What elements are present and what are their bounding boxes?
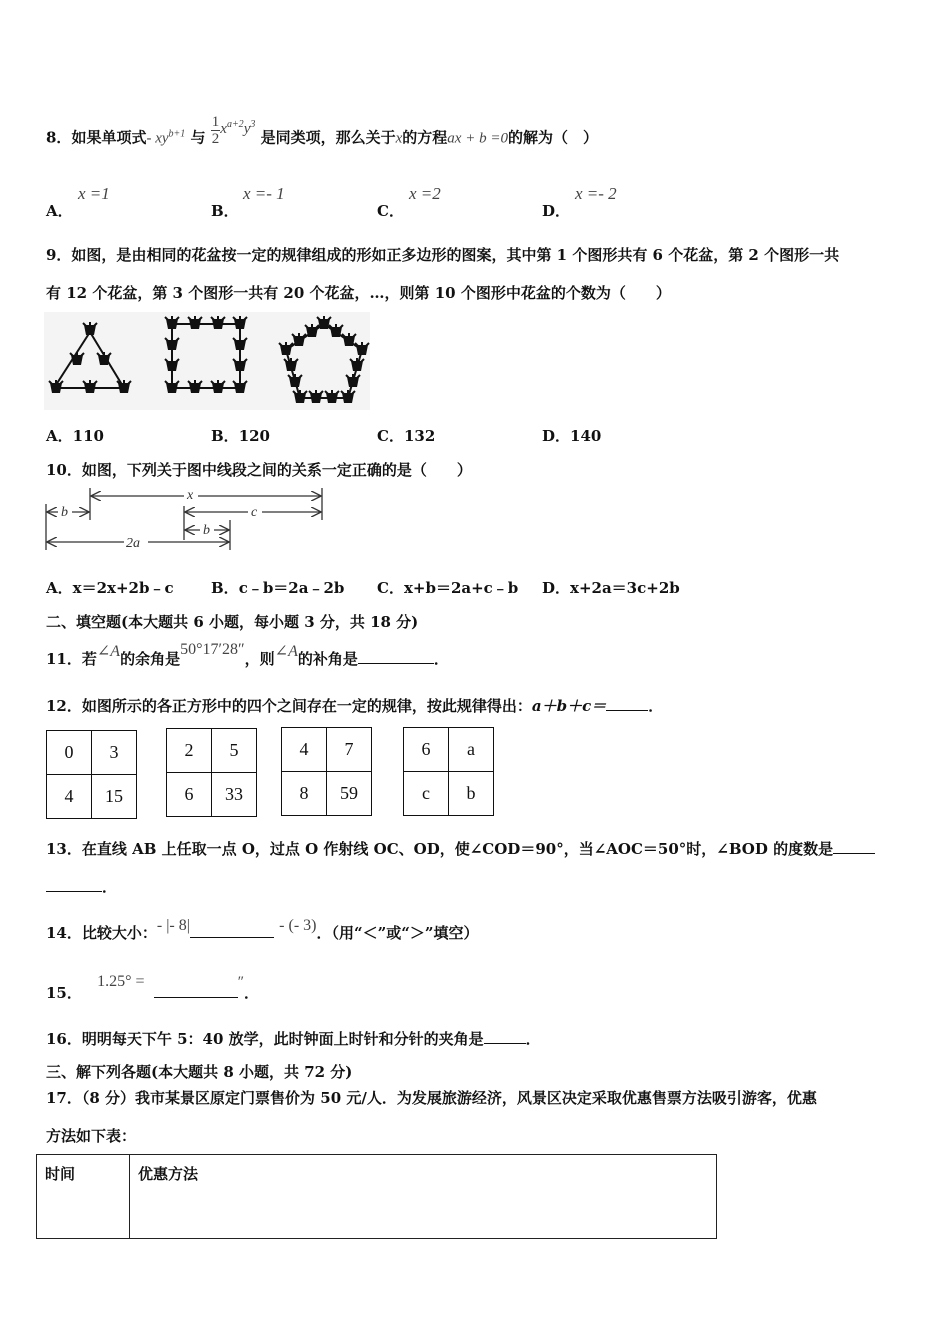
option-a-label: A．: [46, 202, 73, 220]
question-text: ．: [525, 1030, 541, 1048]
segment-figure: [44, 484, 330, 552]
expression: 1.25° =: [97, 973, 145, 990]
question-17-line-1: 17．（8 分）我市某景区原定门票售价为 50 元/人．为发展旅游经济，风景区决定采取优惠售票方法吸引游客，优惠: [46, 1089, 817, 1107]
square-cell: 6: [167, 773, 212, 817]
section-heading-solve: 三、解下列各题(本大题共 8 小题，共 72 分): [46, 1063, 353, 1081]
option-label: D．: [542, 427, 571, 445]
square-cell: 6: [404, 728, 449, 772]
label-2a: 2a: [126, 536, 140, 551]
question-text: ，则: [244, 650, 275, 668]
square-cell: 7: [327, 728, 372, 772]
label-b: b: [61, 505, 68, 520]
fraction-denominator: 2: [211, 131, 220, 147]
option-label: A．: [46, 427, 73, 445]
question-text: ．: [433, 650, 449, 668]
question-text: 与: [190, 128, 206, 147]
option-value: 140: [570, 427, 602, 445]
square-cell: a: [449, 728, 494, 772]
angle-a: ∠A: [96, 643, 121, 660]
unit-seconds: ″: [237, 974, 245, 990]
number-square-3: [281, 727, 372, 816]
q10-option-d: [542, 577, 680, 598]
question-8: [46, 114, 598, 155]
answer-blank[interactable]: [833, 853, 875, 854]
monomial-2-y: y: [243, 120, 251, 137]
question-9-line-1: 9．如图，是由相同的花盆按一定的规律组成的形如正多边形的图案，其中第 1 个图形共有 6 个花盆，第 2 个图形一共: [46, 246, 840, 264]
option-label: C．: [377, 579, 404, 597]
number-square-2: [166, 728, 257, 817]
answer-blank[interactable]: [154, 997, 238, 998]
answer-blank[interactable]: [606, 710, 648, 711]
question-14: [46, 917, 479, 943]
square-cell: 2: [167, 729, 212, 773]
monomial-2-x-exponent: a+2: [226, 118, 244, 130]
question-11: [46, 641, 449, 669]
square-cell: 3: [92, 731, 137, 775]
label-b: b: [203, 523, 210, 538]
square-cell: 8: [282, 772, 327, 816]
q9-option-b: [211, 425, 270, 446]
option-value: 120: [238, 427, 270, 445]
discount-table: [36, 1154, 717, 1239]
number-square-4: [403, 727, 494, 816]
answer-blank[interactable]: [484, 1043, 526, 1044]
monomial-1-exponent: b+1: [168, 128, 186, 140]
question-text: ．: [102, 878, 118, 896]
question-text: 如果单项式: [71, 128, 147, 147]
option-b-label: B．: [211, 202, 239, 220]
option-label: B．: [211, 579, 239, 597]
fraction-one-half: [211, 114, 221, 147]
question-text: 12．如图所示的各正方形中的四个之间存在一定的规律，按此规律得出：: [46, 697, 532, 715]
option-value: 110: [72, 427, 104, 445]
question-text: ．（用“＜”或“＞”填空）: [316, 924, 479, 942]
question-number: 15．: [46, 984, 82, 1002]
square-cell: 59: [327, 772, 372, 816]
square-cell: c: [404, 772, 449, 816]
question-text: ．: [244, 984, 260, 1002]
option-label: A．: [46, 579, 73, 597]
square-cell: 33: [212, 773, 257, 817]
flowerpot-figure: [44, 312, 370, 410]
option-value: c﹣b＝2a﹣2b: [238, 579, 345, 597]
table-header-method: 优惠方法: [130, 1155, 717, 1239]
square-cell: 15: [92, 775, 137, 819]
variable-x: x: [395, 130, 403, 147]
question-13-continued: [46, 876, 117, 897]
q9-option-d: [542, 425, 601, 446]
option-d-label: D．: [542, 202, 571, 220]
question-text: 的补角是: [297, 650, 358, 668]
option-value: x+b＝2a+c﹣b: [403, 579, 519, 597]
monomial-2-x: x: [220, 120, 227, 137]
option-label: B．: [211, 427, 239, 445]
q9-option-c: [377, 425, 435, 446]
question-text: ．: [648, 697, 664, 715]
option-d-value: x =- 2: [575, 184, 617, 203]
q10-option-c: [377, 577, 518, 598]
answer-blank[interactable]: [46, 891, 102, 892]
q9-option-a: [46, 425, 104, 446]
option-b-value: x =- 1: [243, 184, 285, 203]
question-12: [46, 695, 663, 716]
question-text: 的方程: [402, 128, 448, 147]
monomial-1: xy: [155, 130, 169, 147]
question-16: [46, 1028, 541, 1049]
fraction-numerator: 1: [211, 114, 220, 130]
option-value: 132: [403, 427, 436, 445]
math-minus: -: [146, 130, 156, 147]
angle-a: ∠A: [274, 643, 298, 660]
angle-value: 50°17′28″: [180, 641, 245, 658]
option-a-value: x =1: [78, 184, 110, 203]
expression-2: - (- 3): [279, 917, 317, 934]
question-text: 16．明明每天下午 5：40 放学，此时钟面上时针和分针的夹角是: [46, 1030, 484, 1048]
square-cell: b: [449, 772, 494, 816]
answer-blank[interactable]: [358, 663, 434, 664]
question-13: [46, 838, 875, 859]
option-label: C．: [377, 427, 404, 445]
expression-1: - |- 8|: [156, 917, 190, 934]
table-header-time: 时间: [37, 1155, 130, 1239]
square-cell: 4: [282, 728, 327, 772]
question-text: 是同类项，那么关于: [260, 128, 396, 147]
q10-option-a: [46, 577, 174, 598]
square-cell: 0: [47, 731, 92, 775]
number-square-1: [46, 730, 137, 819]
option-value: x＝2x+2b﹣c: [72, 579, 174, 597]
label-c: c: [251, 505, 258, 520]
expression: a＋b＋c＝: [531, 697, 607, 715]
q10-option-b: [211, 577, 344, 598]
question-number: 8．: [46, 128, 72, 147]
question-text: 13．在直线 AB 上任取一点 O，过点 O 作射线 OC、OD，使∠COD＝90°，当∠AOC＝50°时，∠BOD 的度数是: [46, 840, 834, 858]
option-value: x+2a＝3c+2b: [570, 579, 680, 597]
question-10: 10．如图，下列关于图中线段之间的关系一定正确的是（ ）: [46, 461, 472, 479]
question-text: 的解为（ ）: [507, 128, 598, 147]
answer-blank[interactable]: [190, 937, 274, 938]
option-label: D．: [542, 579, 571, 597]
question-text: 14．比较大小：: [46, 924, 157, 942]
square-cell: 4: [47, 775, 92, 819]
monomial-2-y-exponent: 3: [250, 118, 256, 130]
option-c-label: C．: [377, 202, 404, 220]
question-15: [46, 973, 260, 1003]
question-17-line-2: 方法如下表：: [46, 1127, 137, 1145]
section-heading-fill-in: 二、填空题(本大题共 6 小题，每小题 3 分，共 18 分): [46, 613, 419, 631]
question-9-line-2: 有 12 个花盆，第 3 个图形一共有 20 个花盆，…，则第 10 个图形中花盆的个数为（ ）: [46, 284, 671, 302]
square-cell: 5: [212, 729, 257, 773]
option-c-value: x =2: [409, 184, 441, 203]
equation: ax + b =0: [447, 130, 508, 147]
label-x: x: [187, 488, 194, 503]
question-number: 11．若: [46, 650, 97, 668]
question-text: 的余角是: [120, 650, 181, 668]
